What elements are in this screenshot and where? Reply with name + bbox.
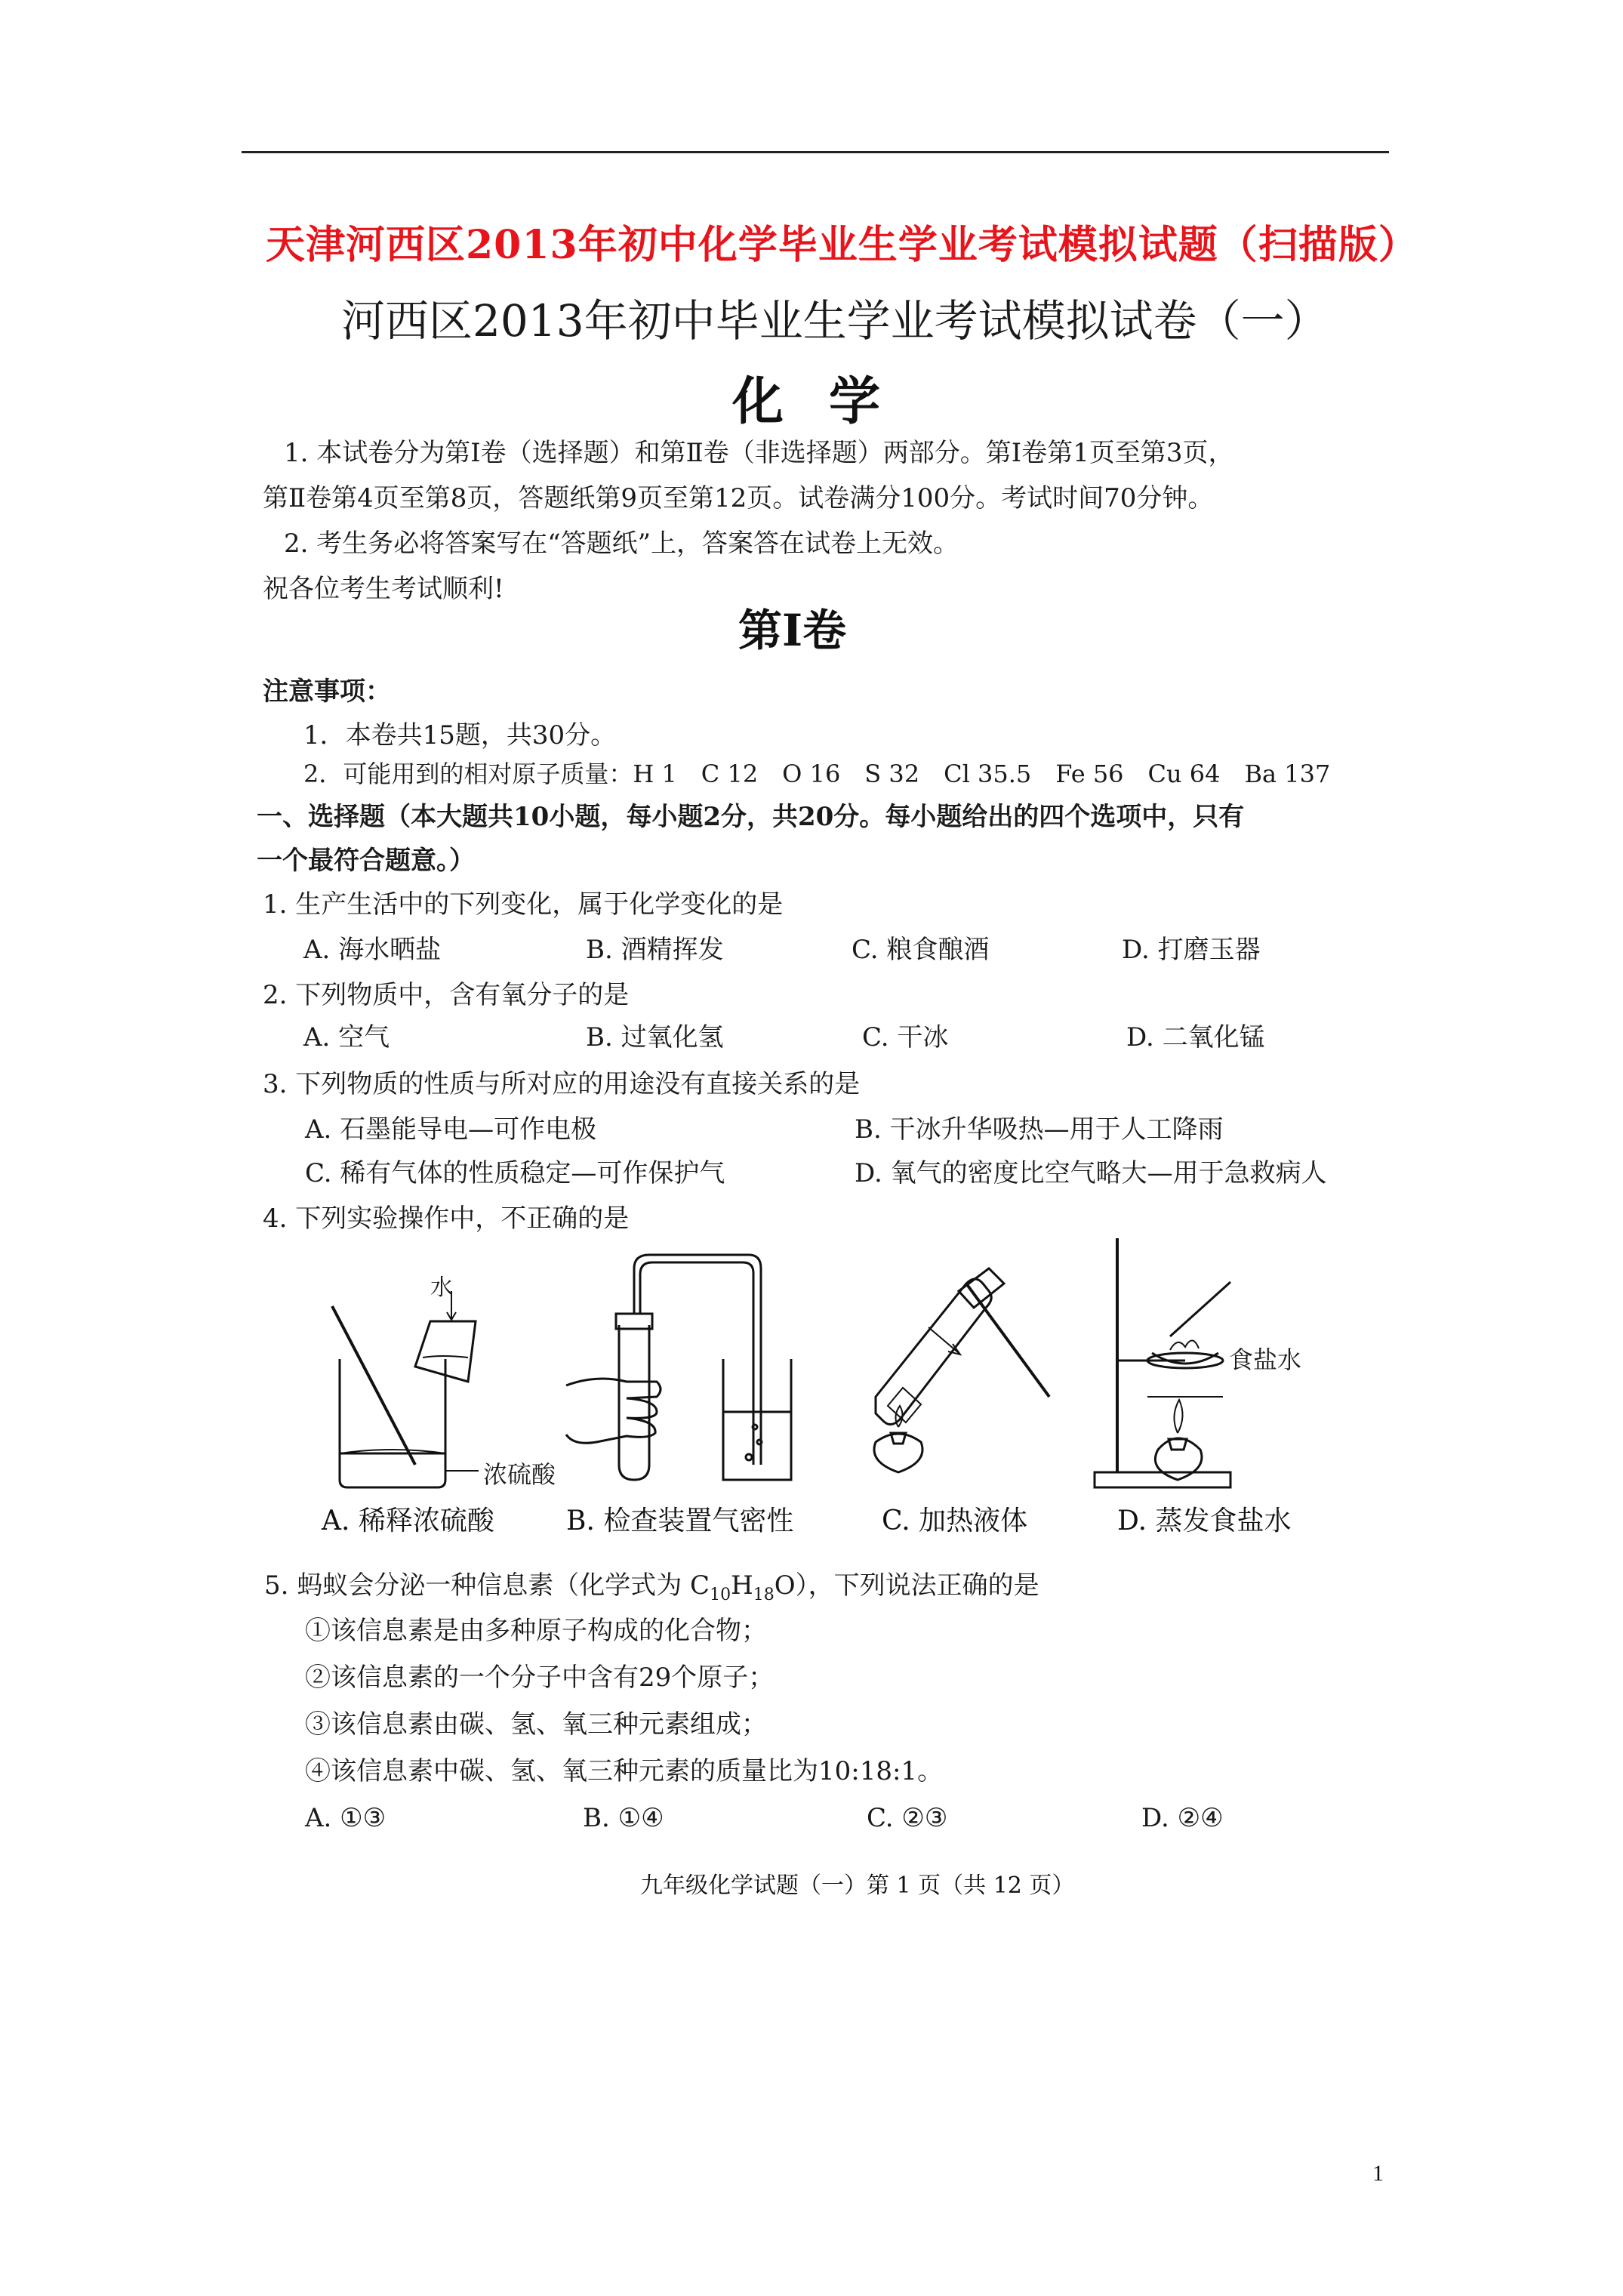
q1-option-b: B. 酒精挥发 [586,935,724,965]
salt-water-label: 食盐水 [1229,1345,1302,1374]
notes-item-2: 2．可能用到的相对原子质量：H 1 C 12 O 16 S 32 Cl 35.5 Fe 56 Cu 64 Ba 137 [303,760,1331,788]
section-heading-a: 一、选择题（本大题共10小题，每小题2分，共20分。每小题给出的四个选项中，只有 [257,802,1245,832]
instruction-line-3: 祝各位考生考试顺利! [263,574,504,604]
caption-d: D. 蒸发食盐水 [1117,1505,1292,1536]
q1-option-a: A. 海水晒盐 [303,935,442,965]
q5-statement-3: ③该信息素由碳、氢、氧三种元素组成； [305,1709,767,1740]
page-number: 1 [1372,2161,1384,2186]
q1-option-d: D. 打磨玉器 [1122,935,1261,965]
q5-statement-1: ①该信息素是由多种原子构成的化合物； [305,1616,767,1646]
q1-stem: 1. 生产生活中的下列变化，属于化学变化的是 [263,889,784,920]
notes-heading: 注意事项： [263,676,391,707]
q5-stem: 5. 蚂蚁会分泌一种信息素（化学式为 $C_{10}H_{18}O$），下列说法正确的是 [264,1570,1039,1604]
q3-option-d: D. 氧气的密度比空气略大—用于急救病人 [855,1158,1327,1188]
q5-statement-4: ④该信息素中碳、氢、氧三种元素的质量比为10:18:1。 [305,1756,944,1786]
q2-option-d: D. 二氧化锰 [1126,1022,1265,1052]
q5-option-b: B. ①④ [583,1803,664,1833]
q3-option-b: B. 干冰升华吸热—用于人工降雨 [855,1114,1224,1145]
figure-b-airtightness [551,1238,793,1495]
q5-statement-2: ②该信息素的一个分子中含有29个原子； [305,1663,775,1693]
subject-title: 化学 [732,371,926,432]
q1-option-c: C. 粮食酿酒 [852,935,990,965]
figure-c-heating-liquid [845,1238,1079,1495]
caption-c: C. 加热液体 [882,1505,1028,1536]
instruction-line-1a: 1. 本试卷分为第Ⅰ卷（选择题）和第Ⅱ卷（非选择题）两部分。第Ⅰ卷第1页至第3页， [284,438,1234,468]
section-heading-b: 一个最符合题意。） [257,846,475,876]
exam-title: 河西区2013年初中毕业生学业考试模拟试卷（一） [341,295,1329,347]
instruction-line-1b: 第Ⅱ卷第4页至第8页，答题纸第9页至第12页。试卷满分100分。考试时间70分钟。 [263,483,1214,513]
q2-option-a: A. 空气 [303,1022,390,1052]
water-label: 水 [430,1274,453,1301]
q3-stem: 3. 下列物质的性质与所对应的用途没有直接关系的是 [263,1069,861,1099]
q5-option-a: A. ①③ [305,1803,387,1833]
document-title: 天津河西区2013年初中化学毕业生学业考试模拟试题（扫描版） [266,222,1418,268]
instruction-line-2: 2. 考生务必将答案写在“答题纸”上，答案答在试卷上无效。 [284,529,959,559]
q2-option-b: B. 过氧化氢 [586,1022,724,1052]
caption-b: B. 检查装置气密性 [566,1505,794,1536]
q3-option-c: C. 稀有气体的性质稳定—可作保护气 [305,1158,725,1188]
q5-option-d: D. ②④ [1141,1803,1224,1833]
q2-stem: 2. 下列物质中，含有氧分子的是 [263,980,630,1010]
q5-option-c: C. ②③ [867,1803,948,1833]
q2-option-c: C. 干冰 [862,1022,949,1052]
top-rule [242,151,1389,153]
notes-item-1: 1．本卷共15题，共30分。 [303,720,617,750]
q4-stem: 4. 下列实验操作中，不正确的是 [263,1203,630,1234]
page-footer: 九年级化学试题（一）第 1 页（共 12 页） [640,1872,1075,1899]
volume-title: 第Ⅰ卷 [738,605,847,656]
acid-label: 浓硫酸 [483,1460,556,1489]
q3-option-a: A. 石墨能导电—可作电极 [305,1114,597,1145]
figure-a-diluting-acid [317,1274,556,1495]
caption-a: A. 稀释浓硫酸 [322,1505,494,1536]
figure-d-evaporating [1079,1223,1329,1495]
